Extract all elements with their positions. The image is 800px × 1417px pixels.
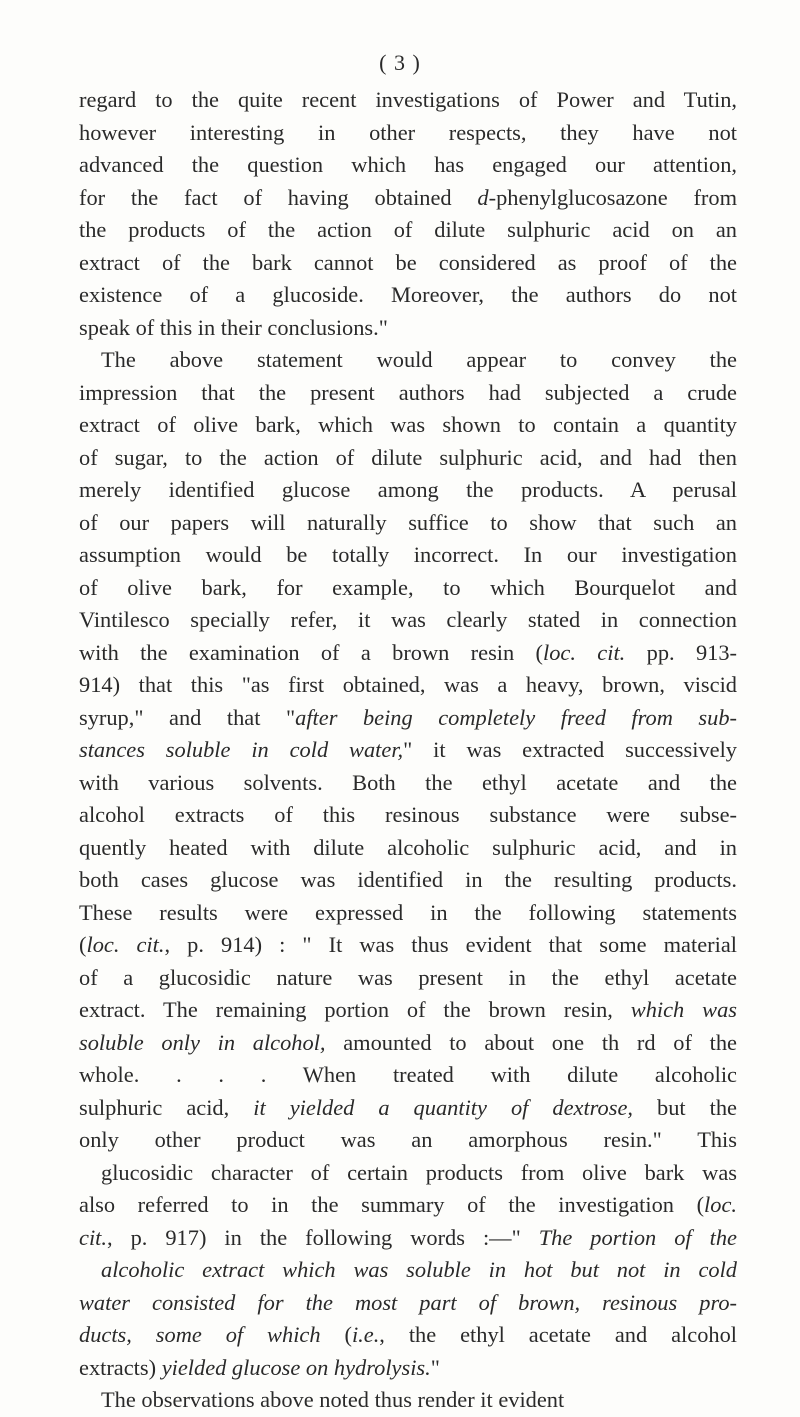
text-run: , the ethyl acetate and alcohol xyxy=(379,1322,737,1347)
text-run: ( xyxy=(79,932,87,957)
text-line xyxy=(79,279,737,312)
text-line xyxy=(79,994,737,1027)
text-run: extract of the bark cannot be considered as proof of the xyxy=(79,249,737,275)
text-run: extract of olive bark, which was shown to contain a quantity xyxy=(79,412,737,437)
text-line xyxy=(79,637,737,670)
text-run: alcohol extracts of this resinous substance were subse- xyxy=(79,802,737,827)
text-line xyxy=(79,377,737,410)
text-run: with various solvents. Both the ethyl acetate and the xyxy=(79,769,737,795)
text-line xyxy=(79,117,737,150)
italic-text: i.e. xyxy=(351,1322,380,1347)
italic-text: cit. xyxy=(79,1224,107,1250)
italic-text: loc. cit. xyxy=(543,639,626,665)
text-run: impression that the present authors had subjected a crude xyxy=(79,379,737,405)
italic-text: water consisted for the most part of brown, resinous pro- xyxy=(79,1289,737,1315)
text-run: with the examination of a brown resin ( xyxy=(79,639,543,665)
italic-text: soluble only in alcohol, xyxy=(79,1029,326,1055)
text-line xyxy=(79,734,737,767)
text-line xyxy=(79,572,737,605)
text-run: ( xyxy=(320,1322,352,1347)
text-line xyxy=(79,962,737,995)
text-line xyxy=(79,442,737,475)
text-run: Vintilesco specially refer, it was clearly stated in connection xyxy=(79,607,737,632)
text-run: also referred to in the summary of the investigation ( xyxy=(79,1192,705,1217)
text-run: The observations above noted thus render it evident xyxy=(101,1387,565,1412)
text-run: glucosidic character of certain products from olive bark was xyxy=(101,1159,737,1185)
text-run: only other product was an amorphous resin." This xyxy=(79,1127,737,1152)
text-run: whole. . . . When treated with dilute alcoholic xyxy=(79,1062,737,1087)
text-line xyxy=(79,1384,737,1417)
text-line xyxy=(79,214,737,247)
text-line xyxy=(79,832,737,865)
text-run: of our papers will naturally suffice to show that such an xyxy=(79,509,737,535)
text-run: of a glucosidic nature was present in the ethyl acetate xyxy=(79,964,737,990)
text-run: , p. 917) in the following words :—" xyxy=(106,1224,539,1250)
text-run: pp. 913- xyxy=(625,639,737,665)
text-line xyxy=(79,1352,737,1385)
text-run: quently heated with dilute alcoholic sulphuric acid, and in xyxy=(79,834,737,860)
text-line xyxy=(79,1222,737,1255)
text-run: sulphuric acid, xyxy=(79,1094,254,1120)
text-line xyxy=(79,1124,737,1157)
text-run: extract. The remaining portion of the brown resin, xyxy=(79,997,631,1022)
text-run: merely identified glucose among the products. A perusal xyxy=(79,477,737,502)
text-run: however interesting in other respects, they have not xyxy=(79,119,737,145)
text-line xyxy=(79,1027,737,1060)
text-line xyxy=(79,767,737,800)
italic-text: d xyxy=(477,184,489,210)
text-run: for the fact of having obtained xyxy=(79,184,478,210)
text-run: -phenylglucosazone from xyxy=(488,184,737,210)
text-line xyxy=(79,604,737,637)
text-line xyxy=(79,1189,737,1222)
page-number: ( 3 ) xyxy=(379,50,421,75)
text-run: of sugar, to the action of dilute sulphuric acid, and had then xyxy=(79,444,737,470)
text-run: " it was extracted successively xyxy=(403,737,737,762)
text-line xyxy=(79,929,737,962)
text-line xyxy=(79,149,737,182)
text-run: speak of this in their conclusions." xyxy=(79,314,388,340)
text-line xyxy=(79,84,737,117)
text-run: , p. 914) : " It was thus evident that some material xyxy=(164,932,737,957)
text-line xyxy=(79,409,737,442)
text-run: but the xyxy=(633,1094,737,1120)
text-run: amounted to about one th rd of the xyxy=(325,1029,737,1055)
text-run: syrup," and that " xyxy=(79,704,296,730)
text-line xyxy=(79,669,737,702)
text-line xyxy=(79,702,737,735)
text-run: regard to the quite recent investigations of Power and Tutin, xyxy=(79,87,737,112)
text-line xyxy=(79,1319,737,1352)
italic-text: alcoholic extract which was soluble in hot but not in cold xyxy=(101,1257,737,1282)
text-run: of olive bark, for example, to which Bourquelot and xyxy=(79,574,737,600)
text-run: existence of a glucoside. Moreover, the authors do not xyxy=(79,282,737,307)
text-run: 914) that this "as first obtained, was a heavy, brown, viscid xyxy=(79,672,737,697)
text-line xyxy=(79,1287,737,1320)
italic-text: which was xyxy=(630,997,737,1022)
text-run: advanced the question which has engaged our attention, xyxy=(79,152,737,177)
text-line xyxy=(79,312,737,345)
italic-text: yielded glucose on hydrolysis. xyxy=(161,1354,431,1380)
text-line xyxy=(79,247,737,280)
text-line xyxy=(79,539,737,572)
italic-text: it yielded a quantity of dextrose, xyxy=(253,1094,633,1120)
text-run: the products of the action of dilute sulphuric acid on an xyxy=(79,217,737,242)
italic-text: ducts, some of which xyxy=(79,1322,321,1347)
text-line xyxy=(79,897,737,930)
text-line xyxy=(79,799,737,832)
body-text xyxy=(79,84,737,1417)
text-line xyxy=(79,182,737,215)
text-line xyxy=(79,507,737,540)
text-run: " xyxy=(430,1354,440,1380)
text-run: assumption would be totally incorrect. In our investigation xyxy=(79,542,737,567)
text-line xyxy=(79,1254,737,1287)
italic-text: stances soluble in cold water, xyxy=(79,737,404,762)
text-line xyxy=(79,864,737,897)
italic-text: after being completely freed from sub- xyxy=(295,704,737,730)
italic-text: loc. cit. xyxy=(86,932,165,957)
text-line xyxy=(79,1059,737,1092)
text-line xyxy=(79,344,737,377)
text-run: both cases glucose was identified in the resulting products. xyxy=(79,867,737,892)
text-line xyxy=(79,1157,737,1190)
text-run: These results were expressed in the following statements xyxy=(79,899,737,925)
text-run: The above statement would appear to convey the xyxy=(101,347,737,372)
text-run: extracts) xyxy=(79,1354,162,1380)
italic-text: The portion of the xyxy=(538,1224,737,1250)
text-line xyxy=(79,1092,737,1125)
text-line xyxy=(79,474,737,507)
italic-text: loc. xyxy=(704,1192,737,1217)
